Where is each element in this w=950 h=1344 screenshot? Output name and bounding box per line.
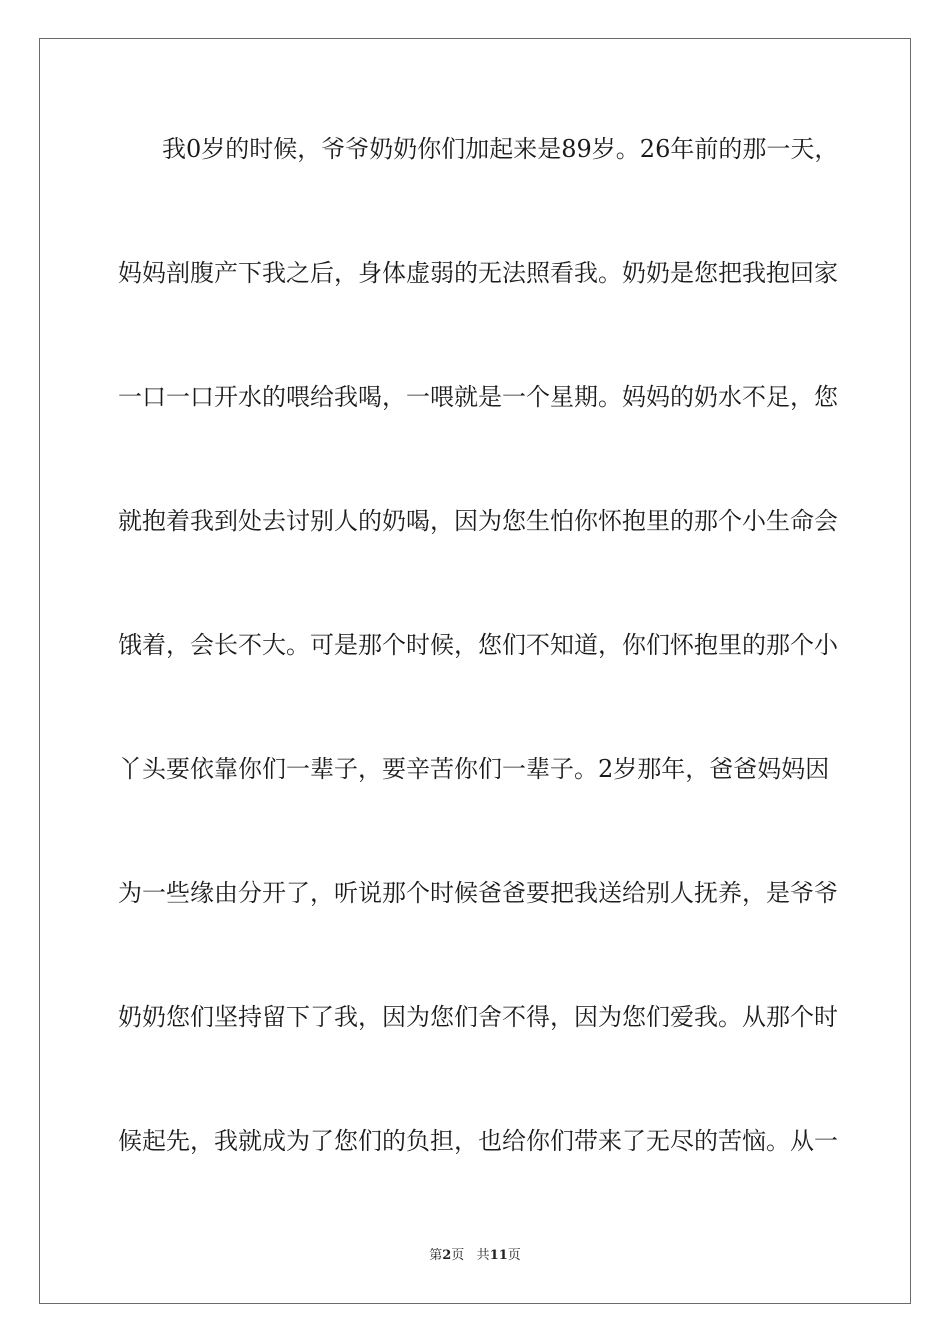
text-line: 就抱着我到处去讨别人的奶喝，因为您生怕你怀抱里的那个小生命会 [118,507,838,535]
page-label-suffix: 页 [451,1248,465,1263]
text-line: 丫头要依靠你们一辈子，要辛苦你们一辈子。2岁那年，爸爸妈妈因 [118,755,830,783]
page-number: 2 [442,1248,452,1263]
text-line: 为一些缘由分开了，听说那个时候爸爸要把我送给别人抚养，是爷爷 [118,879,838,907]
page-border [39,38,911,1304]
text-line: 妈妈剖腹产下我之后，身体虚弱的无法照看我。奶奶是您把我抱回家 [118,259,838,287]
total-pages: 11 [489,1248,508,1263]
text-line: 一口一口开水的喂给我喝，一喂就是一个星期。妈妈的奶水不足，您 [118,383,838,411]
total-label-prefix: 共 [476,1248,490,1263]
total-label-suffix: 页 [507,1248,521,1263]
text-line: 奶奶您们坚持留下了我，因为您们舍不得，因为您们爱我。从那个时 [118,1003,838,1031]
page-footer [0,1244,950,1263]
text-line: 饿着，会长不大。可是那个时候，您们不知道，你们怀抱里的那个小 [118,631,838,659]
page-label-prefix: 第 [429,1248,443,1263]
text-line: 候起先，我就成为了您们的负担，也给你们带来了无尽的苦恼。从一 [118,1127,838,1155]
text-line: 我0岁的时候，爷爷奶奶你们加起来是89岁。26年前的那一天， [162,135,839,163]
